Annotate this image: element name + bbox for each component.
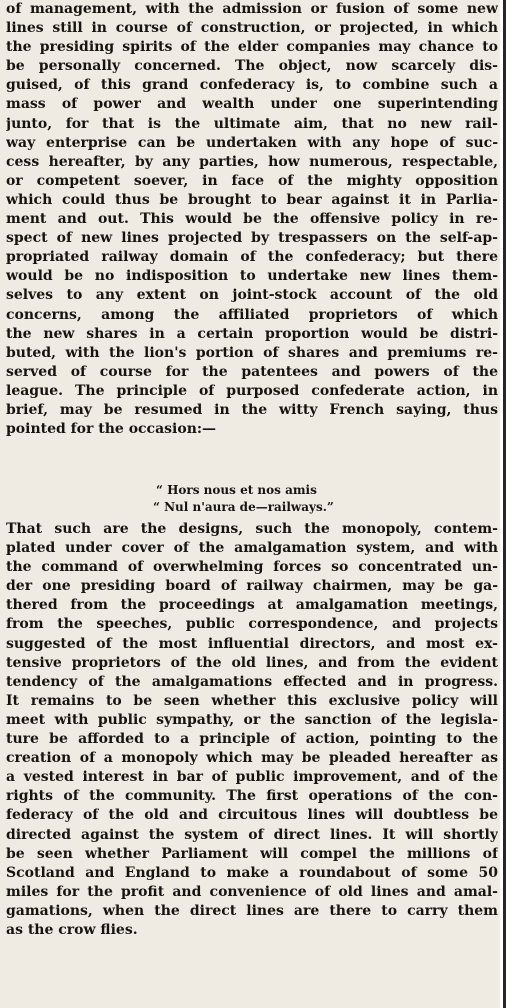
paragraph-2-line-17: directed against the system of direct lines. It will shortly: [6, 826, 498, 843]
paragraph-2-line-4: der one presiding board of railway chairmen, may be ga-: [6, 578, 498, 595]
paragraph-2-line-11: meet with public sympathy, or the sanction of the legisla-: [6, 711, 498, 728]
paragraph-2-line-13: creation of a monopoly which may be pleaded hereafter as: [6, 750, 498, 767]
paragraph-2-line-2: plated under cover of the amalgamation system, and with: [6, 540, 498, 557]
paragraph-1-line-9: cess hereafter, by any parties, how numerous, respectable,: [6, 153, 498, 170]
paragraph-1-line-22: brief, may be resumed in the witty French saying, thus: [6, 401, 498, 418]
paragraph-2-line-14: a vested interest in bar of public improvement, and of the: [6, 769, 498, 786]
paragraph-2-line-21: gamations, when the direct lines are there to carry them: [6, 902, 498, 919]
paragraph-1-line-2: lines still in course of construction, or projected, in which: [6, 20, 498, 37]
paragraph-1-line-13: spect of new lines projected by trespassers on the self-ap-: [6, 230, 498, 247]
french-quote: [6, 482, 498, 516]
paragraph-2-line-6: from the speeches, public correspondence, and projects: [6, 616, 498, 633]
paragraph-1-line-1: of management, with the admission or fusion of some new: [6, 1, 498, 17]
paragraph-2: [6, 520, 498, 940]
paragraph-2-line-9: tendency of the amalgamations effected and in progress.: [6, 673, 498, 690]
paragraph-1-line-3: the presiding spirits of the elder companies may chance to: [6, 39, 498, 56]
paragraph-2-line-19: Scotland and England to make a roundabout of some 50: [6, 864, 498, 881]
paragraph-1-line-5: guised, of this grand confederacy is, to combine such a: [6, 77, 498, 94]
paragraph-1: [6, 0, 498, 439]
paragraph-1-line-18: the new shares in a certain proportion would be distri-: [6, 325, 498, 342]
paragraph-1-line-16: selves to any extent on joint-stock account of the old: [6, 287, 498, 304]
paragraph-2-line-22: as the crow flies.: [6, 921, 138, 938]
paragraph-1-line-8: way enterprise can be undertaken with any hope of suc-: [6, 134, 498, 151]
paragraph-2-line-18: be seen whether Parliament will compel the millions of: [6, 845, 498, 862]
paragraph-1-line-10: or competent soever, in face of the mighty opposition: [6, 172, 498, 189]
paragraph-1-line-4: be personally concerned. The object, now scarcely dis-: [6, 58, 498, 75]
paragraph-1-line-21: league. The principle of purposed confederate action, in: [6, 382, 498, 399]
paragraph-1-line-6: mass of power and wealth under one superintending: [6, 96, 498, 113]
paragraph-2-line-3: the command of overwhelming forces so concentrated un-: [6, 559, 498, 576]
paragraph-2-line-7: suggested of the most influential directors, and most ex-: [6, 635, 498, 652]
quote-line-2: “ Nul n'aura de—railways.”: [153, 500, 334, 514]
paragraph-1-line-19: buted, with the lion's portion of shares and premiums re-: [6, 344, 498, 361]
paragraph-1-line-15: would be no indisposition to undertake new lines them-: [6, 268, 498, 285]
paragraph-2-line-15: rights of the community. The first operations of the con-: [6, 788, 498, 805]
paragraph-2-line-10: It remains to be seen whether this exclusive policy will: [6, 692, 498, 709]
paragraph-1-line-12: ment and out. This would be the offensive policy in re-: [6, 211, 498, 228]
paragraph-2-line-16: federacy of the old and circuitous lines will doubtless be: [6, 807, 498, 824]
paragraph-2-line-5: thered from the proceedings at amalgamation meetings,: [6, 597, 498, 614]
paragraph-1-line-23: pointed for the occasion:—: [6, 421, 217, 438]
paragraph-2-line-12: ture be afforded to a principle of action, pointing to the: [6, 731, 498, 748]
column-rule: [503, 0, 506, 1008]
paragraph-2-line-20: miles for the profit and convenience of old lines and amal-: [6, 883, 498, 900]
paragraph-1-line-17: concerns, among the affiliated proprietors of which: [6, 306, 498, 323]
paragraph-2-line-8: tensive proprietors of the old lines, and from the evident: [6, 654, 498, 671]
quote-line-1: “ Hors nous et nos amis: [156, 483, 317, 497]
paragraph-1-line-14: propriated railway domain of the confederacy; but there: [6, 249, 498, 266]
paragraph-2-line-1: That such are the designs, such the monopoly, contem-: [6, 521, 498, 537]
paragraph-1-line-11: which could thus be brought to bear against it in Parlia-: [6, 191, 498, 208]
paragraph-1-line-20: served of course for the patentees and powers of the: [6, 363, 498, 380]
paragraph-1-line-7: junto, for that is the ultimate aim, that no new rail-: [6, 115, 498, 132]
